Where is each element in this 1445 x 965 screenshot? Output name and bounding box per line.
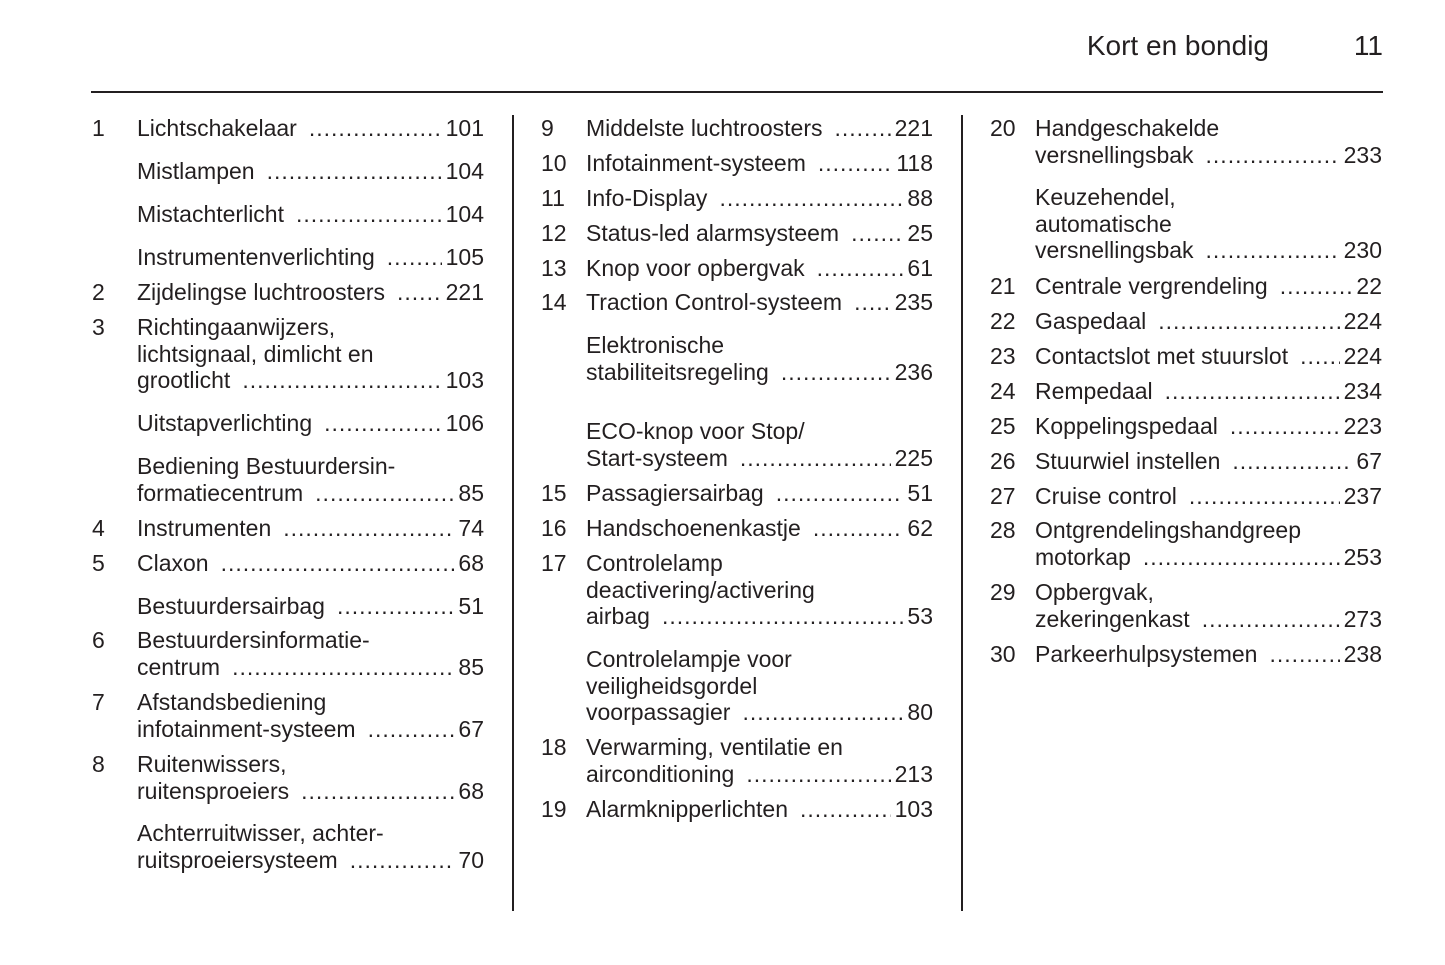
page-reference: 51 xyxy=(907,480,933,506)
leader-dots xyxy=(1269,641,1339,668)
item-number: 23 xyxy=(990,343,1016,369)
entry-label: grootlicht xyxy=(137,367,231,393)
entry-label: voorpassagier xyxy=(586,699,731,725)
leader-dots xyxy=(368,716,455,743)
page-reference: 253 xyxy=(1343,543,1382,570)
index-column-1 xyxy=(92,0,484,965)
leader-dots xyxy=(324,410,441,437)
entry-label: veiligheidsgordel xyxy=(586,672,758,699)
entry-label: Ontgrendelingshandgreep xyxy=(1035,517,1301,543)
page-reference: 68 xyxy=(458,550,484,576)
entry-label: Infotainment-systeem xyxy=(586,150,806,176)
entry-label: Middelste luchtroosters xyxy=(586,115,823,141)
page-reference: 105 xyxy=(445,244,484,270)
entry-label: Stuurwiel instellen xyxy=(1035,448,1221,474)
leader-dots xyxy=(854,289,891,316)
entry-label: infotainment-systeem xyxy=(137,715,356,742)
leader-dots xyxy=(781,359,891,386)
entry-label: Keuzehendel, xyxy=(1035,184,1176,210)
entry-label: Opbergvak, xyxy=(1035,579,1154,605)
leader-dots xyxy=(309,115,442,142)
page-reference: 104 xyxy=(445,201,484,227)
page-reference: 68 xyxy=(458,777,484,804)
entry-label: motorkap xyxy=(1035,543,1131,570)
page-reference: 88 xyxy=(907,185,933,211)
page-reference: 70 xyxy=(458,846,484,873)
item-number: 12 xyxy=(541,220,567,246)
leader-dots xyxy=(776,480,904,507)
entry-label: versnellingsbak xyxy=(1035,237,1194,263)
item-number: 19 xyxy=(541,796,567,822)
column-divider xyxy=(961,115,963,911)
page-reference: 101 xyxy=(445,115,484,141)
entry-label: Handschoenenkastje xyxy=(586,515,801,541)
entry-label: Gaspedaal xyxy=(1035,308,1147,334)
page-reference: 67 xyxy=(1356,448,1382,474)
page-reference: 118 xyxy=(896,150,933,176)
item-number: 1 xyxy=(92,115,105,141)
entry-label: ruitensproeiers xyxy=(137,777,290,804)
leader-dots xyxy=(350,847,455,874)
item-number: 18 xyxy=(541,734,567,760)
page-reference: 238 xyxy=(1343,641,1382,667)
entry-label: automatische xyxy=(1035,210,1172,237)
index-column-3 xyxy=(990,0,1382,965)
page-reference: 67 xyxy=(458,715,484,742)
page-reference: 234 xyxy=(1343,378,1382,404)
item-number: 3 xyxy=(92,314,105,340)
page-reference: 103 xyxy=(894,796,933,822)
page-reference: 85 xyxy=(458,479,484,506)
leader-dots xyxy=(746,761,890,788)
entry-label: Knop voor opbergvak xyxy=(586,255,805,281)
leader-dots xyxy=(817,255,904,282)
entry-label: Parkeerhulpsystemen xyxy=(1035,641,1258,667)
page-reference: 22 xyxy=(1356,273,1382,299)
entry-label: Info-Display xyxy=(586,185,708,211)
page-reference: 273 xyxy=(1343,605,1382,632)
item-number: 5 xyxy=(92,550,105,576)
leader-dots xyxy=(387,244,442,271)
entry-label: airconditioning xyxy=(586,760,735,787)
page-reference: 51 xyxy=(458,593,484,619)
entry-label: Lichtschakelaar xyxy=(137,115,297,141)
entry-label: formatiecentrum xyxy=(137,479,304,506)
page-reference: 104 xyxy=(445,158,484,184)
page-reference: 62 xyxy=(907,515,933,541)
leader-dots xyxy=(1158,308,1339,335)
entry-label: Richtingaanwijzers, xyxy=(137,314,336,340)
item-number: 8 xyxy=(92,751,105,777)
item-number: 28 xyxy=(990,517,1016,543)
leader-dots xyxy=(242,367,441,394)
entry-label: Start-systeem xyxy=(586,444,728,471)
entry-label: Achterruitwisser, achter- xyxy=(137,820,384,846)
entry-label: versnellingsbak xyxy=(1035,141,1194,168)
item-number: 14 xyxy=(541,289,567,315)
entry-label: Mistlampen xyxy=(137,158,255,184)
entry-label: Passagiersairbag xyxy=(586,480,764,506)
entry-label: ruitsproeiersysteem xyxy=(137,846,338,873)
item-number: 16 xyxy=(541,515,567,541)
leader-dots xyxy=(1206,237,1340,264)
leader-dots xyxy=(221,550,455,577)
leader-dots xyxy=(818,150,892,177)
entry-label: deactivering/activering xyxy=(586,576,815,603)
page-reference: 236 xyxy=(894,358,933,385)
leader-dots xyxy=(1206,142,1340,169)
entry-label: Handgeschakelde xyxy=(1035,115,1220,141)
page-reference: 233 xyxy=(1343,141,1382,168)
leader-dots xyxy=(1230,413,1340,440)
entry-label: Instrumenten xyxy=(137,515,272,541)
leader-dots xyxy=(267,158,442,185)
entry-label: Controlelampje voor xyxy=(586,646,792,672)
entry-label: airbag xyxy=(586,603,650,629)
page-reference: 224 xyxy=(1343,343,1382,369)
item-number: 6 xyxy=(92,627,105,653)
entry-label: Claxon xyxy=(137,550,209,576)
entry-label: Afstandsbediening xyxy=(137,689,327,715)
item-number: 26 xyxy=(990,448,1016,474)
page-reference: 25 xyxy=(907,220,933,246)
item-number: 7 xyxy=(92,689,105,715)
item-number: 24 xyxy=(990,378,1016,404)
item-number: 2 xyxy=(92,279,105,305)
item-number: 29 xyxy=(990,579,1016,605)
page-reference: 223 xyxy=(1343,413,1382,439)
page-reference: 224 xyxy=(1343,308,1382,334)
entry-label: Bestuurdersinformatie- xyxy=(137,627,370,653)
leader-dots xyxy=(1165,378,1340,405)
page-reference: 80 xyxy=(907,699,933,725)
leader-dots xyxy=(1202,606,1340,633)
leader-dots xyxy=(397,279,442,306)
page-reference: 221 xyxy=(445,279,484,305)
page-reference: 74 xyxy=(458,515,484,541)
page-number: 11 xyxy=(1353,30,1383,61)
entry-label: Ruitenwissers, xyxy=(137,751,287,777)
leader-dots xyxy=(1232,448,1352,475)
entry-label: Instrumentenverlichting xyxy=(137,244,375,270)
page-reference: 53 xyxy=(907,603,933,629)
leader-dots xyxy=(740,445,891,472)
item-number: 15 xyxy=(541,480,567,506)
item-number: 11 xyxy=(541,185,565,211)
leader-dots xyxy=(1143,544,1340,571)
chapter-title: Kort en bondig xyxy=(1086,30,1269,61)
entry-label: ECO-knop voor Stop/ xyxy=(586,418,805,444)
entry-label: Rempedaal xyxy=(1035,378,1153,404)
entry-label: centrum xyxy=(137,653,221,680)
entry-label: Centrale vergrendeling xyxy=(1035,273,1268,299)
entry-label: Zijdelingse luchtroosters xyxy=(137,279,386,305)
column-divider xyxy=(512,115,514,911)
entry-label: Bediening Bestuurdersin- xyxy=(137,453,396,479)
leader-dots xyxy=(315,480,454,507)
entry-label: Status-led alarmsysteem xyxy=(586,220,840,246)
leader-dots xyxy=(851,220,903,247)
entry-label: Contactslot met stuurslot xyxy=(1035,343,1289,369)
leader-dots xyxy=(800,796,891,823)
leader-dots xyxy=(742,699,903,726)
item-number: 17 xyxy=(541,550,567,576)
entry-label: Cruise control xyxy=(1035,483,1177,509)
leader-dots xyxy=(337,593,454,620)
leader-dots xyxy=(662,603,903,630)
entry-label: Controlelamp xyxy=(586,550,723,576)
entry-label: Traction Control-systeem xyxy=(586,289,843,315)
page-reference: 103 xyxy=(445,367,484,393)
item-number: 21 xyxy=(990,273,1016,299)
leader-dots xyxy=(232,654,454,681)
item-number: 4 xyxy=(92,515,105,541)
item-number: 25 xyxy=(990,413,1016,439)
leader-dots xyxy=(301,778,454,805)
page-reference: 235 xyxy=(894,289,933,315)
page-reference: 106 xyxy=(445,410,484,436)
entry-label: lichtsignaal, dimlicht en xyxy=(137,340,374,367)
item-number: 27 xyxy=(990,483,1016,509)
leader-dots xyxy=(813,515,904,542)
entry-label: zekeringenkast xyxy=(1035,605,1190,632)
entry-label: Koppelingspedaal xyxy=(1035,413,1218,439)
item-number: 13 xyxy=(541,255,567,281)
entry-label: stabiliteitsregeling xyxy=(586,358,769,385)
page-reference: 230 xyxy=(1343,237,1382,263)
page-reference: 61 xyxy=(907,255,933,281)
entry-label: Uitstapverlichting xyxy=(137,410,313,436)
entry-label: Elektronische xyxy=(586,332,725,358)
page-reference: 237 xyxy=(1343,483,1382,509)
entry-label: Mistachterlicht xyxy=(137,201,284,227)
leader-dots xyxy=(1189,483,1340,510)
leader-dots xyxy=(835,115,891,142)
leader-dots xyxy=(1300,343,1340,370)
index-column-2 xyxy=(541,0,933,965)
item-number: 22 xyxy=(990,308,1016,334)
item-number: 10 xyxy=(541,150,567,176)
item-number: 20 xyxy=(990,115,1016,141)
entry-label: Verwarming, ventilatie en xyxy=(586,734,843,760)
leader-dots xyxy=(1280,273,1353,300)
page-reference: 213 xyxy=(894,760,933,787)
item-number: 30 xyxy=(990,641,1016,667)
entry-label: Bestuurdersairbag xyxy=(137,593,325,619)
entry-label: Alarmknipperlichten xyxy=(586,796,788,822)
leader-dots xyxy=(719,185,903,212)
leader-dots xyxy=(283,515,454,542)
page-reference: 85 xyxy=(458,653,484,680)
item-number: 9 xyxy=(541,115,554,141)
page-reference: 225 xyxy=(894,444,933,471)
page-reference: 221 xyxy=(894,115,933,141)
leader-dots xyxy=(296,201,442,228)
